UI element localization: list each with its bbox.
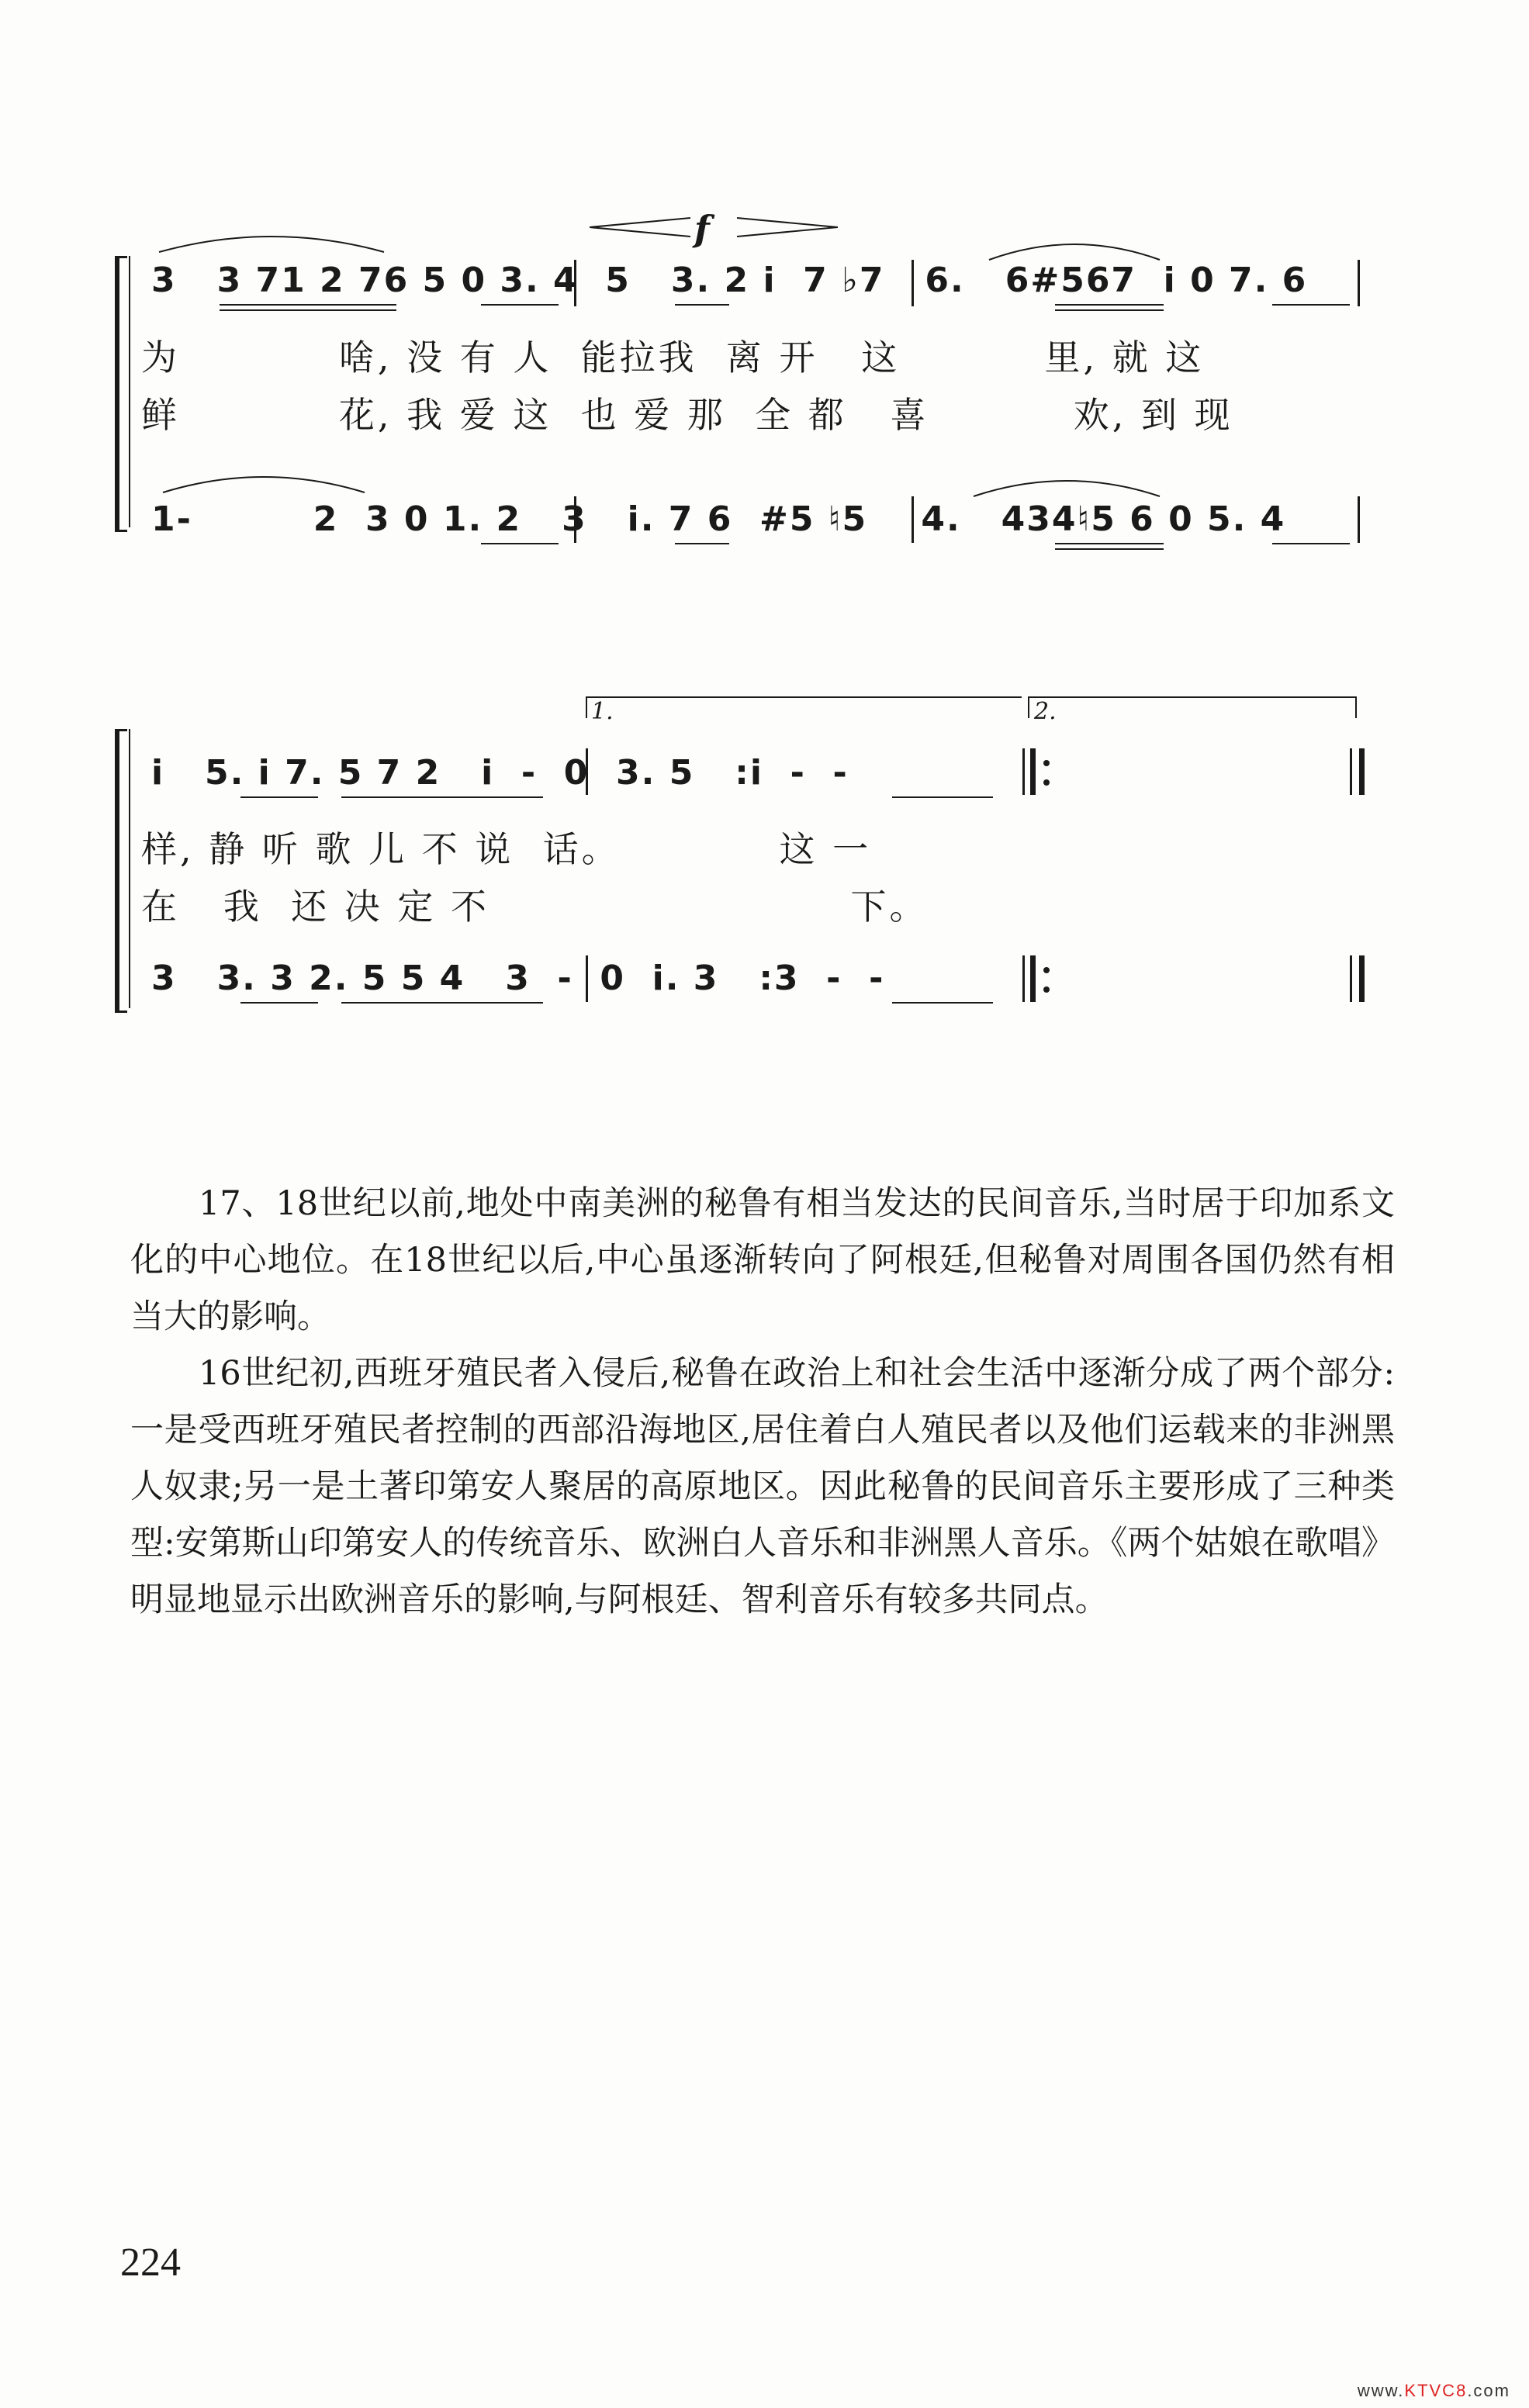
barline [1350, 955, 1352, 1002]
beam-line [892, 796, 993, 798]
barline [586, 748, 588, 795]
beam-line [892, 1002, 993, 1004]
system-bracket-inner [129, 729, 130, 1008]
repeat-barline [1030, 955, 1036, 1002]
barline [574, 496, 576, 543]
barline [1022, 748, 1025, 795]
barline [1358, 496, 1360, 543]
beam-line [1055, 309, 1164, 311]
volta-label-1: 1. [591, 698, 614, 725]
barline [586, 955, 588, 1002]
body-paragraph-1: 17、18世纪以前,地处中南美洲的秘鲁有相当发达的民间音乐,当时居于印加系文化的中心地位。在18世纪以后,中心虽逐渐转向了阿根廷,但秘鲁对周围各国仍然有相当大的影响。 [130, 1184, 1395, 1336]
slur-mark [155, 225, 388, 256]
repeat-barline [1030, 748, 1036, 795]
beam-line [481, 543, 559, 544]
site-watermark [1358, 2381, 1510, 2401]
lyrics-verse-1: 为 啥, 没 有 人 能拉我 离 开 这 里, 就 这 [141, 337, 1205, 378]
barline [1022, 955, 1025, 1002]
body-paragraph-2: 16世纪初,西班牙殖民者入侵后,秘鲁在政治上和社会生活中逐渐分成了两个部分:一是受西班牙殖民者控制的西部沿海地区,居住着白人殖民者以及他们运载来的非洲黑人奴隶;另一是土著印第安人聚居的高原地区。因此秘鲁的民间音乐主要形成了三种类型:安第斯山印第安人的传统音乐、欧洲白人音乐和非洲黑人音乐。《两个姑娘在歌唱》明显地显示出欧洲音乐的影响,与阿根廷、智利音乐有较多共同点。 [130, 1354, 1395, 1619]
dynamic-forte: f [694, 208, 710, 250]
system-bracket [115, 256, 127, 532]
watermark-prefix: www. [1357, 2381, 1405, 2400]
upper-part-notes: i 5. i 7. 5 7 2 i - 0 3. 5 :i - - [151, 753, 849, 793]
final-barline [1359, 748, 1365, 795]
beam-line [1055, 304, 1164, 306]
beam-line [675, 543, 729, 544]
slur-mark [970, 469, 1164, 500]
final-barline [1359, 955, 1365, 1002]
beam-line [675, 304, 729, 306]
barline [912, 496, 914, 543]
beam-line [341, 796, 543, 798]
slur-mark [159, 465, 368, 496]
barline [1350, 748, 1352, 795]
beam-line [1272, 543, 1350, 544]
watermark-suffix: .com [1467, 2381, 1510, 2400]
beam-line [341, 1002, 543, 1004]
volta-bracket-1 [586, 696, 1022, 718]
barline [912, 260, 914, 306]
lyrics-verse-2: 鲜 花, 我 爱 这 也 爱 那 全 都 喜 欢, 到 现 [141, 394, 1233, 436]
beam-line [1272, 304, 1350, 306]
beam-line [220, 309, 396, 311]
barline [1358, 260, 1360, 306]
lower-part-notes: 3 3. 3 2. 5 5 4 3 - 0 i. 3 :3 - - [151, 959, 885, 998]
system-bracket-inner [129, 256, 130, 527]
upper-part-notes: 3 3 71 2 76 5 0 3. 4 5 3. 2 i 7 ♭7 6. 6#567 i 0 7. 6 [151, 261, 1308, 300]
volta-bracket-2 [1028, 696, 1357, 718]
lyrics-verse-2: 在 我 还 决 定 不 下。 [141, 886, 929, 928]
beam-line [481, 304, 559, 306]
beam-line [220, 304, 396, 306]
watermark-brand: KTVC8 [1404, 2381, 1468, 2400]
barline [574, 260, 576, 306]
repeat-dot [1043, 779, 1050, 786]
beam-line [240, 1002, 318, 1004]
repeat-dot [1043, 967, 1050, 973]
slur-mark [985, 233, 1164, 264]
repeat-dot [1043, 986, 1050, 993]
page-number: 224 [120, 2240, 181, 2285]
lyrics-verse-1: 样, 静 听 歌 儿 不 说 话。 这 一 [141, 828, 872, 870]
dynamics-hairpins [590, 216, 838, 239]
repeat-dot [1043, 760, 1050, 766]
lower-part-notes: 1- 2 3 0 1. 2 3 i. 7 6 #5 ♮5 4. 434♮5 6 0 5. 4 [151, 499, 1286, 539]
beam-line [1055, 543, 1164, 544]
volta-label-2: 2. [1034, 698, 1057, 725]
system-bracket [115, 729, 127, 1013]
beam-line [1055, 548, 1164, 550]
beam-line [240, 796, 318, 798]
